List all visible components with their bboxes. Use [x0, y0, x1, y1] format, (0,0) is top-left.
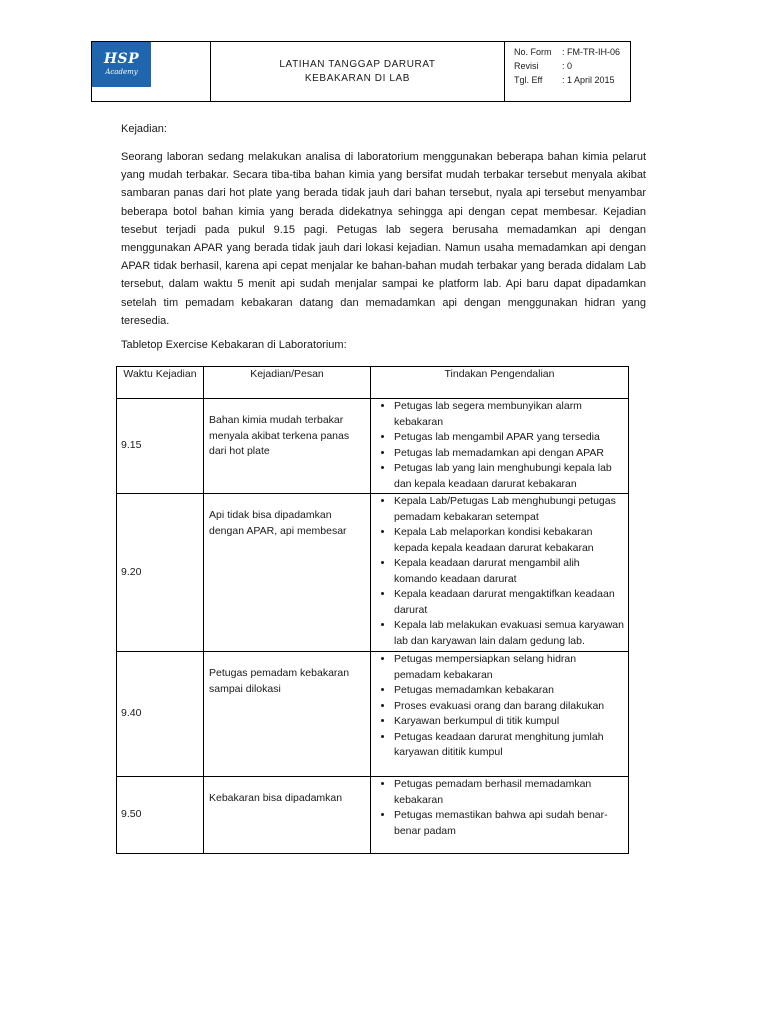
effective-date-label: Tgl. Eff — [514, 75, 543, 85]
list-item: • Petugas keadaan darurat menghitung jumlah karyawan dititik kumpul — [394, 730, 624, 761]
tabletop-heading: Tabletop Exercise Kebakaran di Laboratorium: — [121, 339, 347, 351]
revision-label: Revisi — [514, 61, 539, 71]
row-event: Api tidak bisa dipadamkan dengan APAR, api membesar — [204, 494, 371, 652]
kejadian-paragraph: Seorang laboran sedang melakukan analisa di laboratorium menggunakan beberapa bahan kimia pelarut yang mudah terbakar. Secara tiba-tiba bahan kimia yang bersifat mudah terbakar tersebut menyala akibat sambaran panas dari hot plate yang berada tidak jauh dari bahan tersebut, nyala api tersebut menyambar beberapa botol bahan kimia yang berada didekatnya sehingga api dengan cepat membesar. Kejadian tesebut terjadi pada pukul 9.15 pagi. Petugas lab segera berusaha memadamkan api dengan menggunakan APAR yang berada tidak jauh dari lokasi kejadian. Namun usaha memadamkan api dengan APAR tidak berhasil, karena api cepat menjalar ke bahan-bahan mudah terbakar yang berada didalam Lab tersebut, dalam waktu 5 menit api sudah menjalar sampai ke platform lab. Api baru dapat dipadamkan setelah tim pemadam kebakaran datang dan memadamkan api dengan menggunakan hidran yang teresedia. — [121, 151, 646, 327]
row-actions — [371, 399, 629, 494]
table-row — [117, 652, 629, 777]
row-time: 9.15 — [117, 399, 204, 494]
logo-cell — [92, 42, 211, 101]
revision-value: : 0 — [562, 61, 573, 71]
title-line-1: LATIHAN TANGGAP DARURAT — [279, 58, 436, 70]
title-line-2: KEBAKARAN DI LAB — [304, 72, 411, 84]
info-underline — [505, 101, 548, 102]
list-item: • Kepala keadaan darurat mengambil alih komando keadaan darurat — [394, 556, 624, 587]
column-header-event: Kejadian/Pesan — [204, 367, 371, 399]
row-event: Bahan kimia mudah terbakar menyala akibat terkena panas dari hot plate — [204, 399, 371, 494]
kejadian-heading: Kejadian: — [121, 123, 167, 135]
table-row — [117, 494, 629, 652]
list-item: • Karyawan berkumpul di titik kumpul — [394, 714, 624, 730]
list-item: • Proses evakuasi orang dan barang dilakukan — [394, 699, 624, 715]
list-item: • Kepala Lab/Petugas Lab menghubungi petugas pemadam kebakaran setempat — [394, 494, 624, 525]
column-header-actions: Tindakan Pengendalian — [371, 367, 629, 399]
list-item: • Kepala Lab melaporkan kondisi kebakaran kepada kepala keadaan darurat kebakaran — [394, 525, 624, 556]
action-list — [371, 399, 624, 492]
form-number-row — [514, 45, 630, 59]
list-item: • Petugas pemadam berhasil memadamkan kebakaran — [394, 777, 624, 808]
row-time: 9.40 — [117, 652, 204, 777]
list-item: • Petugas lab memadamkan api dengan APAR — [394, 446, 624, 462]
row-actions — [371, 777, 629, 854]
hsp-academy-logo — [92, 42, 151, 87]
column-header-time: Waktu Kejadian — [117, 367, 204, 399]
document-title — [211, 42, 505, 101]
action-list — [371, 652, 624, 761]
list-item: • Petugas memadamkan kebakaran — [394, 683, 624, 699]
table-row — [117, 399, 629, 494]
list-item: • Kepala keadaan darurat mengaktifkan keadaan darurat — [394, 587, 624, 618]
document-header — [91, 41, 631, 102]
action-list — [371, 777, 624, 839]
list-item: • Petugas lab yang lain menghubungi kepala lab dan kepala keadaan darurat kebakaran — [394, 461, 624, 492]
effective-date-value: : 1 April 2015 — [562, 75, 615, 85]
row-event: Petugas pemadam kebakaran sampai dilokasi — [204, 652, 371, 777]
list-item: • Petugas lab segera membunyikan alarm kebakaran — [394, 399, 624, 430]
list-item: • Petugas mempersiapkan selang hidran pemadam kebakaran — [394, 652, 624, 683]
form-number-value: : FM-TR-IH-06 — [562, 47, 620, 57]
row-time: 9.20 — [117, 494, 204, 652]
logo-sub-text: Academy — [105, 68, 138, 76]
row-actions — [371, 652, 629, 777]
action-list — [371, 494, 624, 649]
logo-main-text: HSP — [103, 51, 140, 67]
tabletop-table — [116, 366, 629, 854]
row-event: Kebakaran bisa dipadamkan — [204, 777, 371, 854]
list-item: • Kepala lab melakukan evakuasi semua karyawan lab dan karyawan lain dalam gedung lab. — [394, 618, 624, 649]
table-row — [117, 777, 629, 854]
revision-row — [514, 59, 630, 73]
effective-date-row — [514, 73, 630, 87]
form-number-label: No. Form — [514, 47, 552, 57]
table-header-row — [117, 367, 629, 399]
list-item: • Petugas memastikan bahwa api sudah benar-benar padam — [394, 808, 624, 839]
list-item: • Petugas lab mengambil APAR yang tersedia — [394, 430, 624, 446]
form-info — [505, 42, 630, 101]
row-time: 9.50 — [117, 777, 204, 854]
row-actions — [371, 494, 629, 652]
